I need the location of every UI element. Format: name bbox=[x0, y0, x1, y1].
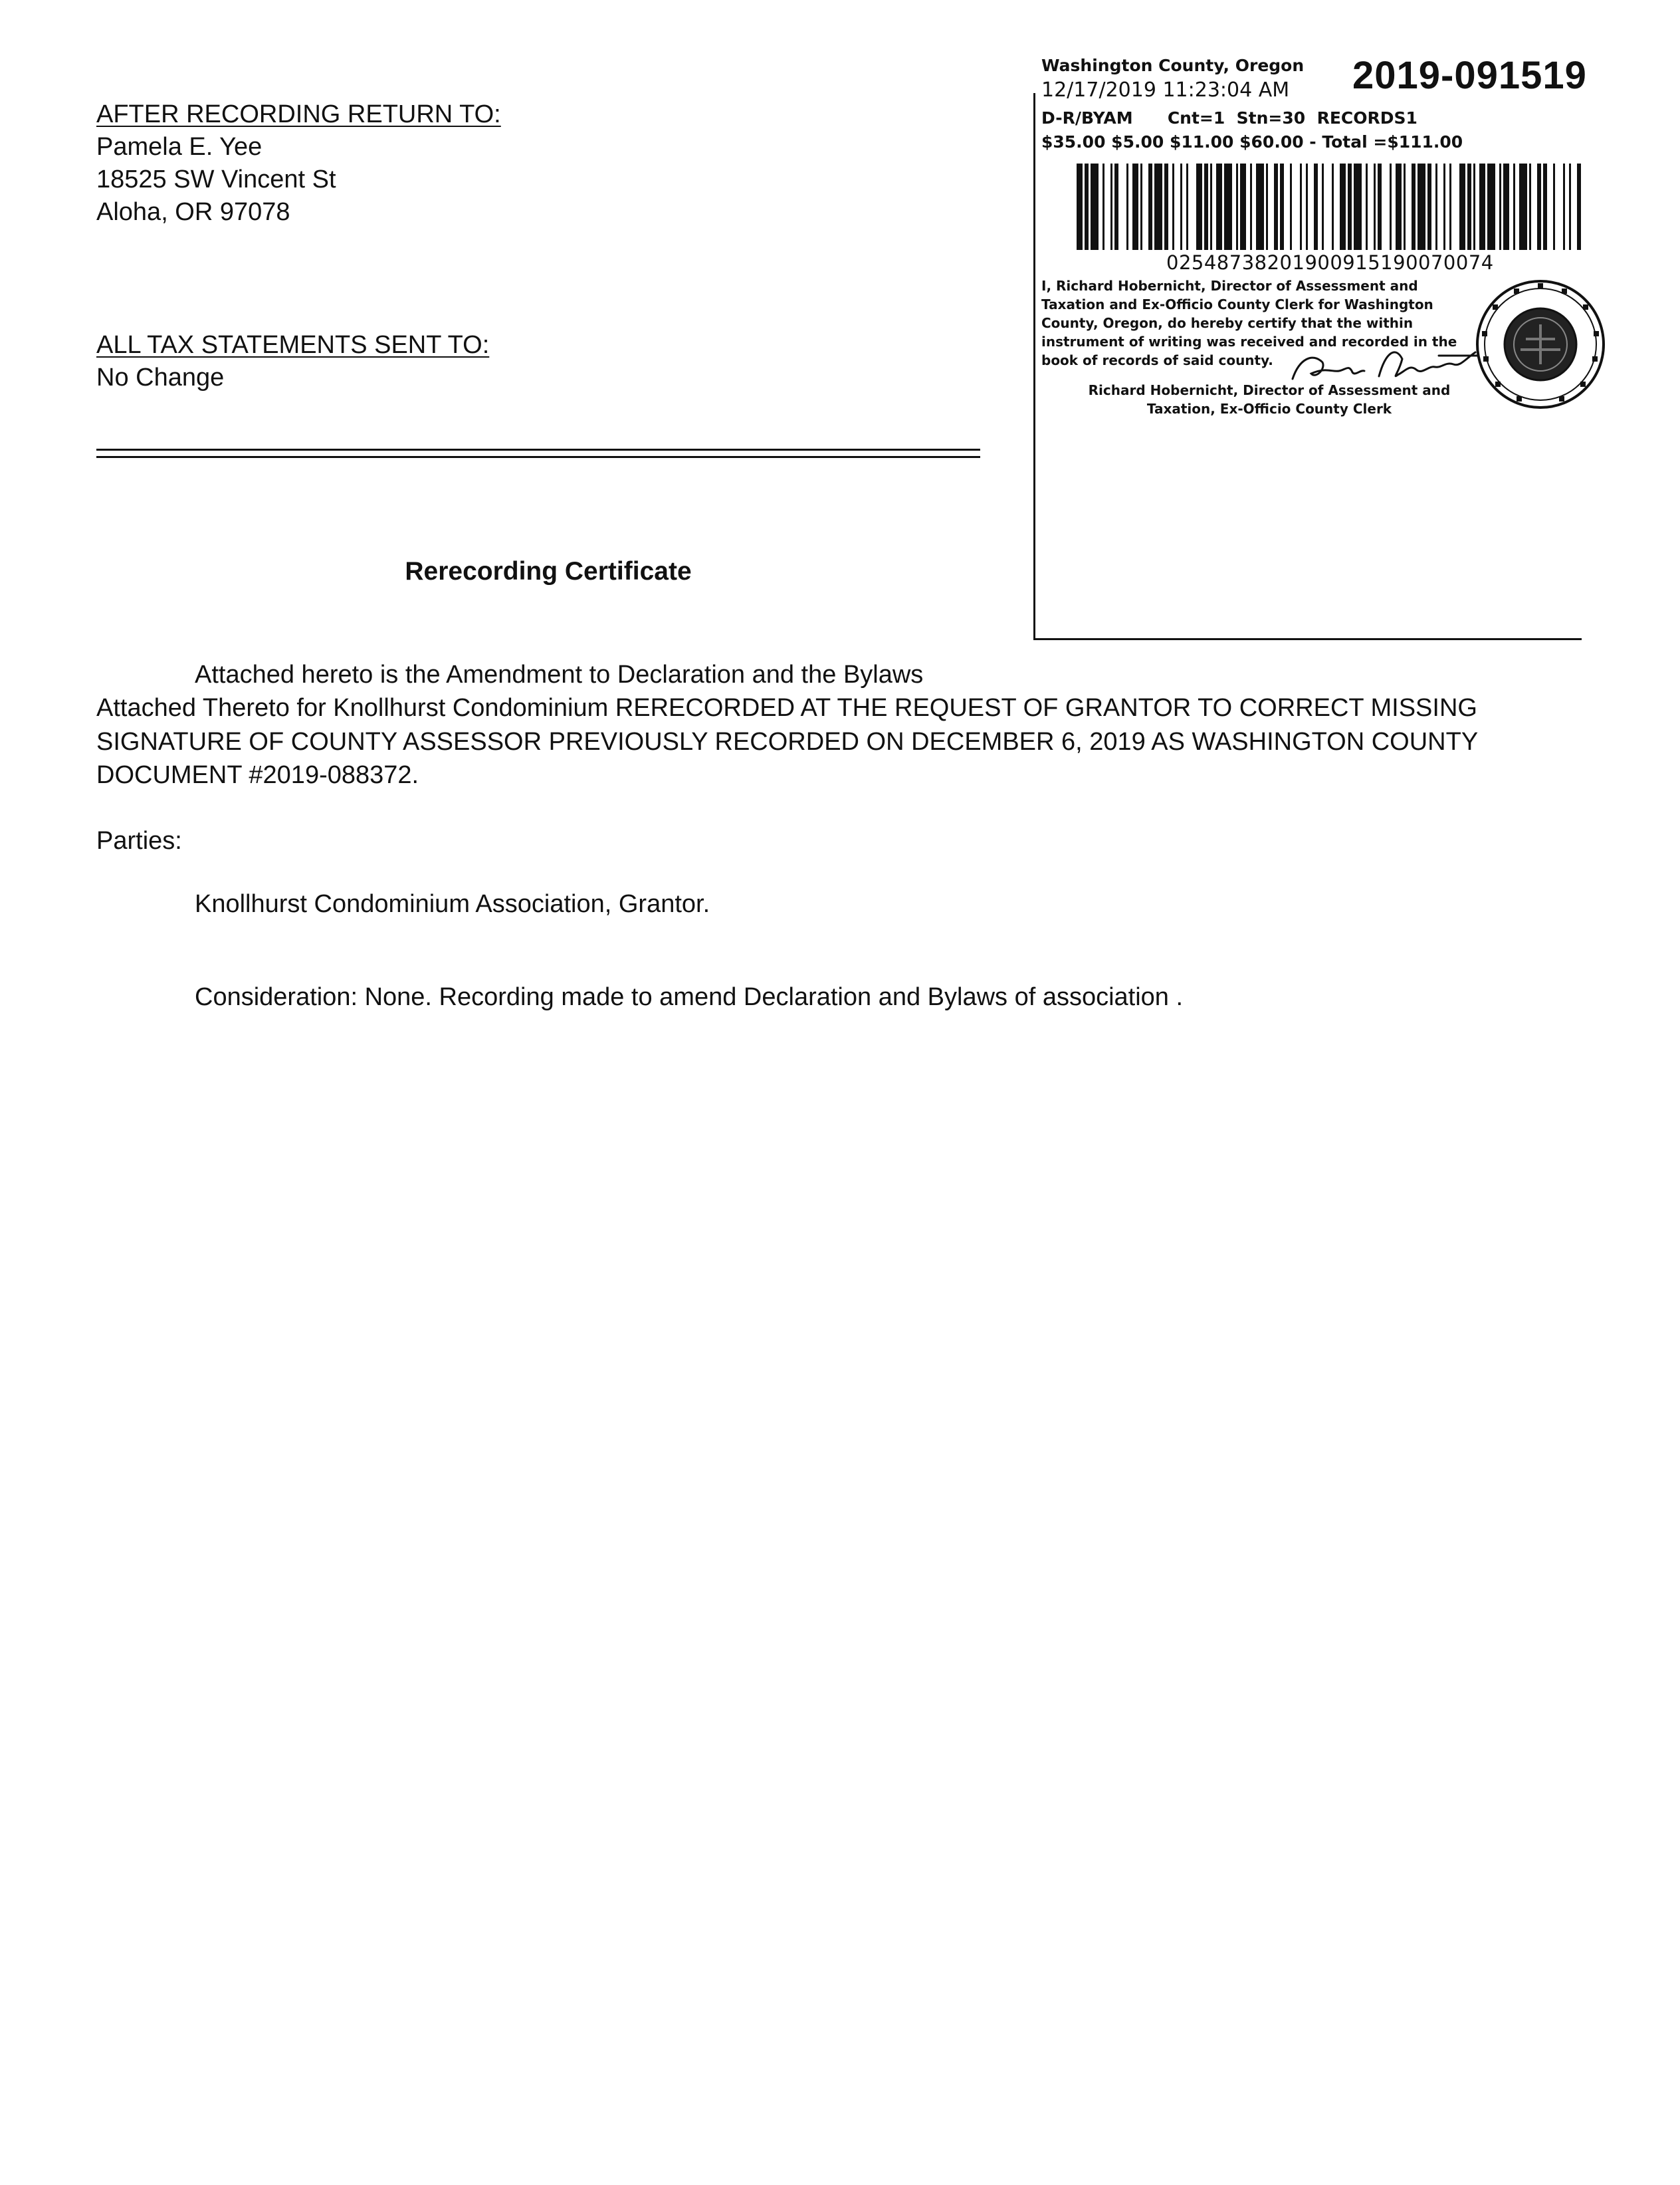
signer-line: Richard Hobernicht, Director of Assessment and bbox=[1088, 382, 1451, 398]
cert-line: County, Oregon, do hereby certify that the within bbox=[1041, 315, 1414, 331]
signer-block bbox=[1063, 381, 1475, 418]
barcode-image bbox=[1077, 164, 1582, 250]
document-number: 2019-091519 bbox=[1352, 54, 1587, 97]
stamp-county: Washington County, Oregon bbox=[1041, 56, 1305, 75]
party-entry: Knollhurst Condominium Association, Grantor. bbox=[195, 890, 710, 918]
consideration-line: Consideration: None. Recording made to amend Declaration and Bylaws of association . bbox=[195, 983, 1184, 1011]
document-title: Rerecording Certificate bbox=[405, 557, 692, 586]
return-city: Aloha, OR 97078 bbox=[96, 198, 290, 226]
tax-value: No Change bbox=[96, 364, 225, 392]
signer-line: Taxation, Ex-Officio County Clerk bbox=[1146, 401, 1392, 417]
stamp-codes: D-R/BYAM Cnt=1 Stn=30 RECORDS1 bbox=[1041, 108, 1418, 128]
return-address-block bbox=[96, 98, 501, 229]
body-line: SIGNATURE OF COUNTY ASSESSOR PREVIOUSLY RECORDED ON DECEMBER 6, 2019 AS WASHINGTON COUNTY bbox=[96, 728, 1479, 756]
cert-line: I, Richard Hobernicht, Director of Assessment and bbox=[1041, 278, 1418, 294]
return-heading: AFTER RECORDING RETURN TO: bbox=[96, 100, 501, 128]
parties-label: Parties: bbox=[96, 827, 182, 855]
cert-line: instrument of writing was received and recorded in the bbox=[1041, 334, 1457, 350]
return-street: 18525 SW Vincent St bbox=[96, 166, 336, 193]
cert-line: Taxation and Ex-Officio County Clerk for Washington bbox=[1041, 296, 1433, 312]
body-line: Attached hereto is the Amendment to Declaration and the Bylaws bbox=[195, 661, 924, 689]
county-seal-image bbox=[1474, 278, 1607, 411]
barcode-number: 02548738201900915190070074 bbox=[1166, 251, 1494, 274]
return-name: Pamela E. Yee bbox=[96, 133, 262, 161]
stamp-datetime: 12/17/2019 11:23:04 AM bbox=[1041, 78, 1290, 102]
double-rule-divider bbox=[96, 449, 980, 458]
stamp-fees: $35.00 $5.00 $11.00 $60.00 - Total =$111.00 bbox=[1041, 132, 1463, 152]
tax-statements-block bbox=[96, 329, 489, 394]
body-line: DOCUMENT #2019-088372. bbox=[96, 761, 419, 789]
body-line: Attached Thereto for Knollhurst Condominium RERECORDED AT THE REQUEST OF GRANTOR TO CORRECT MISSING bbox=[96, 694, 1477, 722]
tax-heading: ALL TAX STATEMENTS SENT TO: bbox=[96, 331, 490, 359]
cert-line: book of records of said county. bbox=[1041, 352, 1273, 368]
